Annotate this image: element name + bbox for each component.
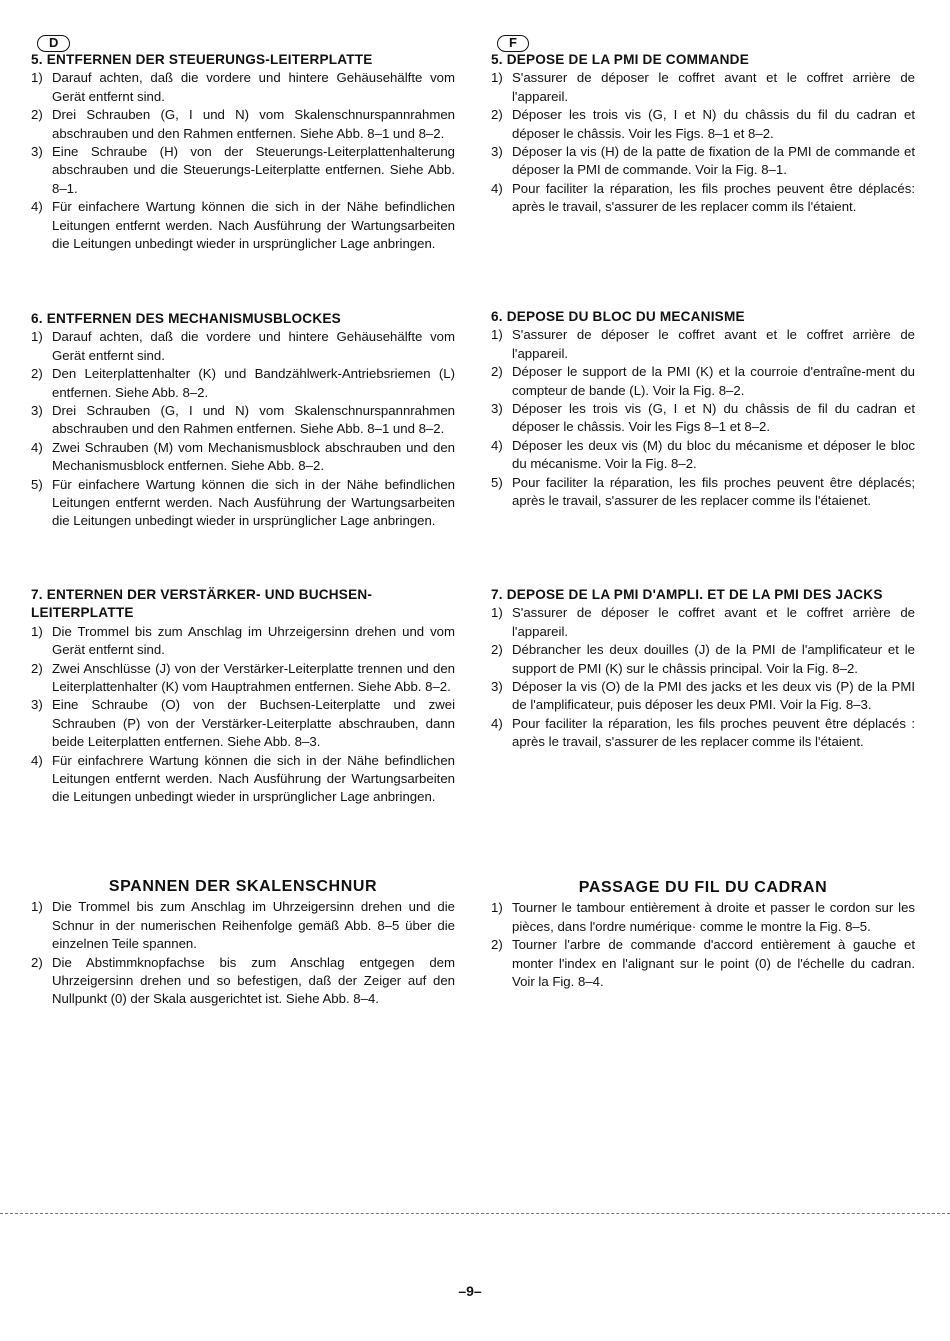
fr-section-7 — [491, 586, 915, 752]
list-item — [31, 328, 455, 365]
item-number: 1) — [31, 623, 43, 639]
item-number: 5) — [491, 474, 503, 490]
list-item — [31, 69, 455, 106]
list-item — [31, 143, 455, 198]
step-list — [491, 69, 915, 216]
item-text: Pour faciliter la réparation, les fils proches peuvent être déplacés: après le travail, s'assurer de les replacer comm ils l'étaient. — [512, 180, 915, 215]
item-text: Déposer le support de la PMI (K) et la courroie d'entraîne-ment du compteur de bande (L). Voir la Fig. 8–2. — [512, 364, 915, 398]
list-item — [491, 437, 915, 474]
item-text: Déposer les trois vis (G, I et N) du châssis du fil du cadran et déposer le châssis. Voir les Figs. 8–1 et 8–2. — [512, 107, 915, 141]
item-text: Drei Schrauben (G, I und N) vom Skalenschnurspannrahmen abschrauben und den Rahmen entfernen. Siehe Abb. 8–1 und 8–2. — [52, 403, 455, 437]
item-number: 3) — [491, 144, 503, 160]
section-heading: SPANNEN DER SKALENSCHNUR — [108, 878, 378, 895]
list-item — [491, 474, 915, 511]
item-number: 2) — [491, 107, 503, 123]
item-number: 1) — [31, 899, 43, 915]
step-list — [31, 623, 455, 807]
list-item — [491, 180, 915, 217]
section-heading: 5. ENTFERNEN DER STEUERUNGS-LEITERPLATTE — [31, 52, 373, 67]
item-text: Déposer la vis (H) de la patte de fixation de la PMI de commande et déposer la PMI de commande. Voir la Fig. 8–1. — [512, 144, 915, 178]
list-item — [31, 954, 455, 1009]
item-number: 1) — [491, 327, 503, 343]
item-number: 3) — [31, 144, 43, 160]
item-number: 4) — [31, 439, 43, 455]
de-section-dial-cord — [31, 878, 455, 1009]
item-number: 3) — [31, 697, 43, 713]
list-item — [491, 936, 915, 991]
list-item — [491, 106, 915, 143]
step-list — [491, 604, 915, 751]
list-item — [491, 69, 915, 106]
item-text: Zwei Schrauben (M) vom Mechanismusblock abschrauben und den Mechanismusblock entfernen. Siehe Abb. 8–2. — [52, 439, 455, 474]
item-number: 3) — [491, 679, 503, 695]
list-item — [31, 439, 455, 476]
item-number: 2) — [31, 954, 43, 970]
list-item — [491, 143, 915, 180]
language-badge-fr: F — [491, 34, 529, 52]
step-list — [31, 69, 455, 253]
list-item — [31, 696, 455, 751]
step-list — [31, 898, 455, 1008]
list-item — [31, 365, 455, 402]
item-number: 1) — [491, 900, 503, 916]
item-text: Déposer la vis (O) de la PMI des jacks et les deux vis (P) de la PMI de l'amplificateur, puis déposer les deux PMI. Voir la Fig. 8–3. — [512, 679, 915, 713]
list-item — [491, 604, 915, 641]
item-text: Zwei Anschlüsse (J) von der Verstärker-Leiterplatte trennen und den Leiterplattenhalter (K) vom Hauptrahmen entfernen. Siehe Abb. 8–2. — [52, 660, 455, 695]
fr-section-6 — [491, 308, 915, 510]
section-heading: 6. DEPOSE DU BLOC DU MECANISME — [491, 309, 745, 324]
item-number: 4) — [31, 752, 43, 768]
item-number: 4) — [491, 437, 503, 453]
item-number: 2) — [31, 660, 43, 676]
item-number: 2) — [491, 642, 503, 658]
item-text: Die Abstimmknopfachse bis zum Anschlag entgegen dem Uhrzeigersinn drehen und so befestigen, daß der Zeiger auf den Nullpunkt (0) der Skala ausgerichtet ist. Siehe Abb. 8–4. — [52, 954, 455, 1007]
item-text: Darauf achten, daß die vordere und hintere Gehäusehälfte vom Gerät entfernt sind. — [52, 329, 455, 363]
section-heading: 7. DEPOSE DE LA PMI D'AMPLI. ET DE LA PMI DES JACKS — [491, 587, 883, 602]
list-item — [31, 898, 455, 953]
list-item — [31, 198, 455, 253]
list-item — [31, 402, 455, 439]
item-text: S'assurer de déposer le coffret avant et le coffret arrière de l'appareil. — [512, 605, 915, 639]
item-text: Die Trommel bis zum Anschlag im Uhrzeigersinn drehen und vom Gerät entfernt sind. — [52, 623, 455, 658]
fr-section-dial-cord — [491, 879, 915, 991]
step-list — [491, 899, 915, 991]
item-text: Déposer les deux vis (M) du bloc du mécanisme et déposer le bloc du mécanisme. Voir la Fig. 8–2. — [512, 437, 915, 472]
list-item — [31, 623, 455, 660]
item-text: Pour faciliter la réparation, les fils proches peuvent être déplacés : après le travail, s'assurer de les replacer comme ils l'étaient. — [512, 715, 915, 750]
item-number: 1) — [31, 70, 43, 86]
de-section-6 — [31, 310, 455, 531]
item-number: 5) — [31, 476, 43, 492]
item-text: Eine Schraube (H) von der Steuerungs-Leiterplattenhalterung abschrauben und die Steuerungs-Leiterplatte entfernen. Siehe Abb. 8–1. — [52, 144, 455, 196]
item-number: 4) — [31, 199, 43, 215]
item-text: Déposer les trois vis (G, I et N) du châssis de fil du cadran et déposer le châssis. Voir les Figs 8–1 et 8–2. — [512, 401, 915, 435]
item-number: 3) — [31, 403, 43, 419]
section-heading: 6. ENTFERNEN DES MECHANISMUSBLOCKES — [31, 311, 341, 326]
item-number: 4) — [491, 180, 503, 196]
list-item — [31, 752, 455, 807]
list-item — [491, 678, 915, 715]
item-number: 1) — [491, 605, 503, 621]
item-text: Den Leiterplattenhalter (K) und Bandzählwerk-Antriebsriemen (L) entfernen. Siehe Abb. 8–2. — [52, 366, 455, 400]
de-section-5 — [31, 51, 455, 253]
list-item — [31, 106, 455, 143]
item-text: Darauf achten, daß die vordere und hintere Gehäusehälfte vom Gerät entfernt sind. — [52, 70, 455, 104]
item-number: 2) — [31, 366, 43, 382]
item-text: S'assurer de déposer le coffret avant et le coffret arrière de l'appareil. — [512, 70, 915, 104]
item-text: Für einfachere Wartung können die sich in der Nähe befindlichen Leitungen entfernt werden. Nach Ausführung der Wartungsarbeiten die Leitungen unbedingt wieder in ursprünglicher Lage anbringen. — [52, 199, 455, 252]
list-item — [491, 715, 915, 752]
step-list — [31, 328, 455, 530]
item-number: 2) — [491, 937, 503, 953]
section-heading: 7. ENTERNEN DER VERSTÄRKER- UND BUCHSEN-LEITERPLATTE — [31, 587, 373, 621]
item-text: Tourner l'arbre de commande d'accord entièrement à gauche et monter l'index en l'alignant sur le point (0) de l'échelle du cadran. Voir la Fig. 8–4. — [512, 937, 915, 990]
item-text: Für einfachere Wartung können die sich in der Nähe befindlichen Leitungen entfernt werden. Nach Ausführung der Wartungsarbeiten die Leitungen unbedingt wieder in ursprünglicher Lage anbringen. — [52, 476, 455, 529]
item-number: 3) — [491, 401, 503, 417]
item-text: Eine Schraube (O) von der Buchsen-Leiterplatte und zwei Schrauben (P) von der Verstärker-Leiterplatte abschrauben, dann beide Leiterplatten entfernen. Siehe Abb. 8–3. — [52, 697, 455, 750]
item-text: Für einfachrere Wartung können die sich in der Nähe befindlichen Leitungen entfernt werden. Nach Ausführung der Wartungsarbeiten die Leitungen unbedingt wieder in ursprünglicher Lage anbringen. — [52, 752, 455, 805]
item-number: 2) — [491, 364, 503, 380]
list-item — [491, 326, 915, 363]
item-number: 1) — [491, 70, 503, 86]
item-text: Débrancher les deux douilles (J) de la PMI de l'amplificateur et le support de PMI (K) sur le châssis principal. Voir la Fig. 8–2. — [512, 642, 915, 676]
language-badge-de: D — [31, 34, 70, 52]
step-list — [491, 326, 915, 510]
list-item — [491, 363, 915, 400]
item-text: Drei Schrauben (G, I und N) vom Skalenschnurspannrahmen abschrauben und den Rahmen entfernen. Siehe Abb. 8–1 und 8–2. — [52, 107, 455, 141]
list-item — [31, 660, 455, 697]
list-item — [491, 400, 915, 437]
list-item — [491, 899, 915, 936]
footer-divider — [0, 1213, 950, 1214]
section-heading: PASSAGE DU FIL DU CADRAN — [578, 879, 828, 896]
item-number: 2) — [31, 107, 43, 123]
fr-section-5 — [491, 51, 915, 217]
item-number: 4) — [491, 715, 503, 731]
item-text: Tourner le tambour entièrement à droite et passer le cordon sur les pièces, dans l'ordre numérique· comme le montre la Fig. 8–5. — [512, 900, 915, 934]
item-text: S'assurer de déposer le coffret avant et le coffret arrière de l'appareil. — [512, 327, 915, 361]
page-number: –9– — [458, 1283, 482, 1299]
item-text: Die Trommel bis zum Anschlag im Uhrzeigersinn drehen und die Schnur in der numerischen Reihenfolge gemäß Abb. 8–5 über die einzelnen Teile spannen. — [52, 899, 455, 952]
section-heading: 5. DEPOSE DE LA PMI DE COMMANDE — [491, 52, 749, 67]
list-item — [491, 641, 915, 678]
item-number: 1) — [31, 329, 43, 345]
item-text: Pour faciliter la réparation, les fils proches peuvent être déplacés; après le travail, s'assurer de les replacer comme ils l'étaienet. — [512, 474, 915, 509]
de-section-7 — [31, 586, 455, 807]
list-item — [31, 476, 455, 531]
